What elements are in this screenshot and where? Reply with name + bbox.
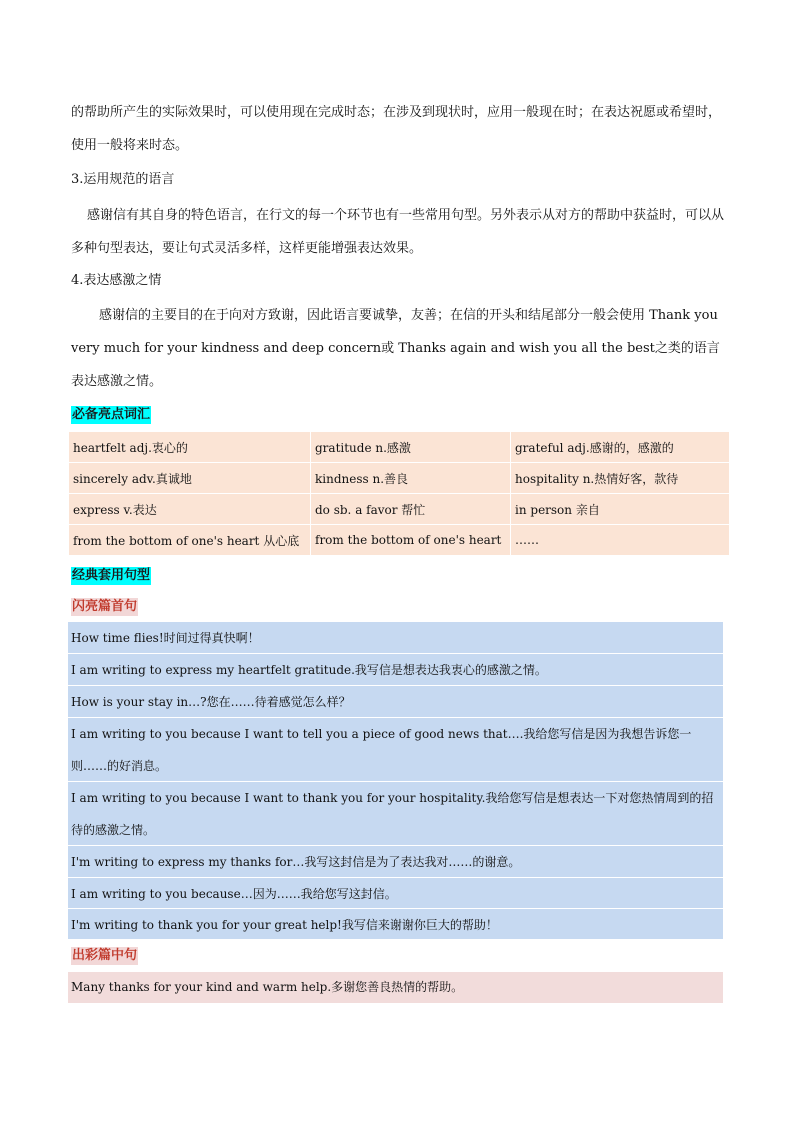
intro-paragraph-gratitude: 感谢信的主要目的在于向对方致谢，因此语言要诚挚，友善；在信的开头和结尾部分一般会使用 Thank you very much for your kindness and deep concern或 Thanks again and wish you all the best之类的语言表达感激之情。 xyxy=(71,308,720,389)
table-row xyxy=(69,432,730,463)
patterns-heading: 经典套用句型 xyxy=(72,568,151,583)
sentence-box: I am writing to you because I want to thank you for your hospitality.我给您写信是想表达一下对您热情周到的招待的感激之情。 xyxy=(68,782,723,846)
vocab-cell: gratitude n.感激 xyxy=(311,432,511,463)
section-heading-language: 3.运用规范的语言 xyxy=(71,172,175,187)
section-heading-gratitude: 4.表达感激之情 xyxy=(71,273,162,288)
sentence-box: I'm writing to thank you for your great help!我写信来谢谢你巨大的帮助！ xyxy=(68,909,723,940)
intro-paragraph-language: 感谢信有其自身的特色语言，在行文的每一个环节也有一些常用句型。另外表示从对方的帮助中获益时，可以从多种句型表达，要让句式灵活多样，这样更能增强表达效果。 xyxy=(71,208,725,256)
sentence-box: How time flies!时间过得真快啊！ xyxy=(68,622,723,654)
opening-sentences-label: 闪亮篇首句 xyxy=(72,599,138,614)
vocab-heading: 必备亮点词汇 xyxy=(72,407,151,422)
vocab-cell: kindness n.善良 xyxy=(311,463,511,494)
vocab-cell: do sb. a favor 帮忙 xyxy=(311,494,511,525)
table-row xyxy=(69,494,730,525)
sentence-box: How is your stay in…?您在……待着感觉怎么样？ xyxy=(68,686,723,718)
vocab-cell: from the bottom of one's heart 从心底 xyxy=(69,525,311,556)
vocab-cell: heartfelt adj.衷心的 xyxy=(69,432,311,463)
sentence-box: I'm writing to express my thanks for…我写这封信是为了表达我对……的谢意。 xyxy=(68,846,723,878)
middle-sentences-label: 出彩篇中句 xyxy=(72,948,138,963)
sentence-box: I am writing to you because I want to tell you a piece of good news that….我给您写信是因为我想告诉您一则……的好消息。 xyxy=(68,718,723,782)
vocab-cell: grateful adj.感谢的，感激的 xyxy=(511,432,730,463)
vocab-cell: in person 亲自 xyxy=(511,494,730,525)
vocab-table xyxy=(68,431,730,556)
table-row xyxy=(69,525,730,556)
vocab-cell: from the bottom of one's heart xyxy=(311,525,511,556)
vocab-cell: …… xyxy=(511,525,730,556)
vocab-cell: express v.表达 xyxy=(69,494,311,525)
sentence-box: I am writing to you because…因为……我给您写这封信。 xyxy=(68,878,723,909)
table-row xyxy=(69,463,730,494)
sentence-box: I am writing to express my heartfelt gratitude.我写信是想表达我衷心的感激之情。 xyxy=(68,654,723,686)
intro-paragraph-tense: 的帮助所产生的实际效果时，可以使用现在完成时态；在涉及到现状时，应用一般现在时；在表达祝愿或希望时，使用一般将来时态。 xyxy=(71,105,722,153)
sentence-box: Many thanks for your kind and warm help.多谢您善良热情的帮助。 xyxy=(68,972,723,1003)
vocab-cell: hospitality n.热情好客，款待 xyxy=(511,463,730,494)
vocab-cell: sincerely adv.真诚地 xyxy=(69,463,311,494)
